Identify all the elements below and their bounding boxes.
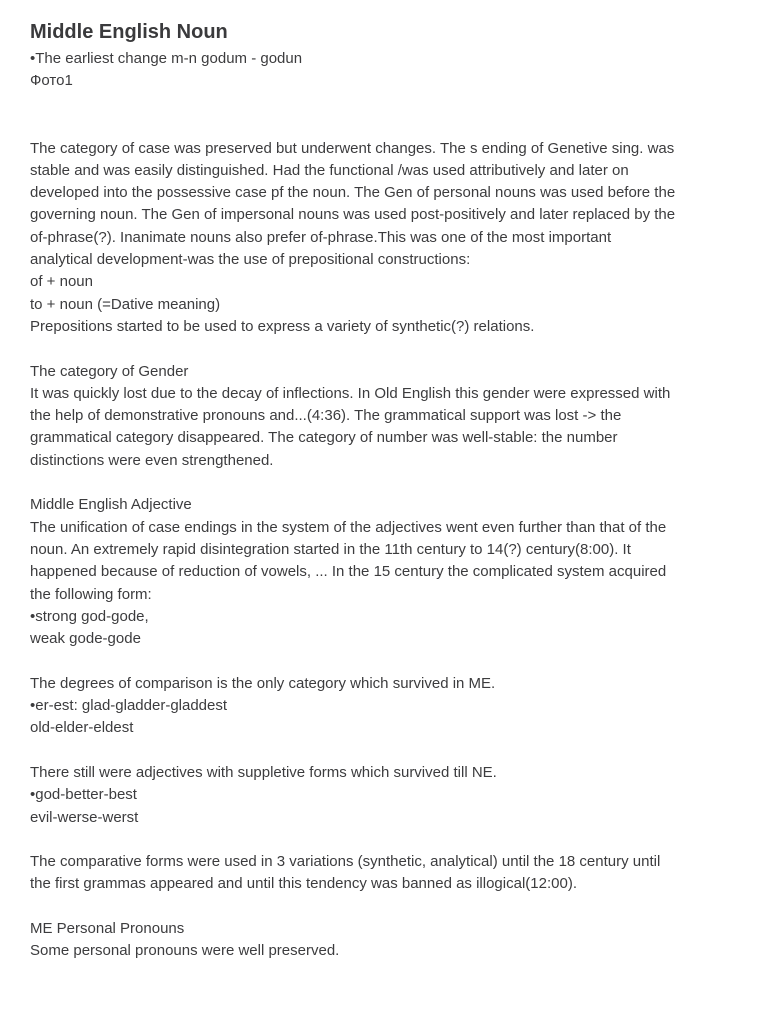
- case-line[interactable]: stable and was easily distinguished. Had the functional /was used attributively and later on: [30, 161, 629, 179]
- gender-line[interactable]: The category of Gender: [30, 362, 189, 380]
- adjective-line[interactable]: happened because of reduction of vowels, ... In the 15 century the complicated system acquired: [30, 563, 667, 581]
- gender-line[interactable]: the help of demonstrative pronouns and...(4:36). The grammatical support was lost -> the: [30, 407, 622, 425]
- adjective-line[interactable]: •strong god-gode,: [30, 607, 149, 625]
- case-line[interactable]: of-phrase(?). Inanimate nouns also prefer of-phrase.This was one of the most important: [30, 228, 612, 246]
- intro-line[interactable]: Фото1: [30, 72, 73, 90]
- spacer: [30, 650, 742, 672]
- case-line[interactable]: to + noun (=Dative meaning): [30, 295, 221, 313]
- spacer: [30, 896, 742, 918]
- intro-line[interactable]: •The earliest change m-n godum - godun: [30, 50, 303, 67]
- comparison-line[interactable]: •er-est: glad-gladder-gladdest: [30, 697, 228, 715]
- gender-line[interactable]: It was quickly lost due to the decay of inflections. In Old English this gender were expressed with: [30, 384, 671, 402]
- note-title[interactable]: Middle English Noun: [30, 21, 228, 43]
- case-line[interactable]: The category of case was preserved but underwent changes. The s ending of Genetive sing. was: [30, 139, 675, 157]
- case-line[interactable]: developed into the possessive case pf the noun. The Gen of personal nouns was used before the: [30, 184, 676, 202]
- comparison-line[interactable]: old-elder-eldest: [30, 719, 134, 737]
- spacer: [30, 829, 742, 851]
- spacer: [30, 93, 742, 138]
- spacer: [30, 740, 742, 762]
- case-line[interactable]: Prepositions started to be used to express a variety of synthetic(?) relations.: [30, 317, 535, 335]
- comparative-line[interactable]: The comparative forms were used in 3 variations (synthetic, analytical) until the 18 century until: [30, 853, 661, 871]
- comparison-line[interactable]: The degrees of comparison is the only category which survived in ME.: [30, 674, 496, 692]
- suppletive-line[interactable]: There still were adjectives with suppletive forms which survived till NE.: [30, 763, 497, 781]
- gender-line[interactable]: distinctions were even strengthened.: [30, 451, 274, 469]
- spacer: [30, 338, 742, 360]
- comparative-line[interactable]: the first grammas appeared and until this tendency was banned as illogical(12:00).: [30, 875, 577, 893]
- adjective-line[interactable]: Middle English Adjective: [30, 496, 192, 514]
- adjective-line[interactable]: The unification of case endings in the system of the adjectives went even further than that of the: [30, 518, 667, 536]
- pronoun-line[interactable]: Some personal pronouns were well preserved.: [30, 942, 340, 960]
- gender-line[interactable]: grammatical category disappeared. The category of number was well-stable: the number: [30, 429, 618, 447]
- case-line[interactable]: of + noun: [30, 273, 93, 291]
- adjective-line[interactable]: noun. An extremely rapid disintegration started in the 11th century to 14(?) century(8:00). It: [30, 540, 631, 558]
- adjective-line[interactable]: the following form:: [30, 585, 152, 603]
- note-body[interactable]: [30, 18, 742, 963]
- suppletive-line[interactable]: •god-better-best: [30, 786, 137, 804]
- suppletive-line[interactable]: evil-werse-werst: [30, 808, 139, 826]
- pronoun-line[interactable]: ME Personal Pronouns: [30, 919, 185, 937]
- adjective-line[interactable]: weak gode-gode: [30, 630, 141, 648]
- case-line[interactable]: governing noun. The Gen of impersonal nouns was used post-positively and later replaced by the: [30, 206, 676, 224]
- case-line[interactable]: analytical development-was the use of prepositional constructions:: [30, 251, 471, 269]
- spacer: [30, 472, 742, 494]
